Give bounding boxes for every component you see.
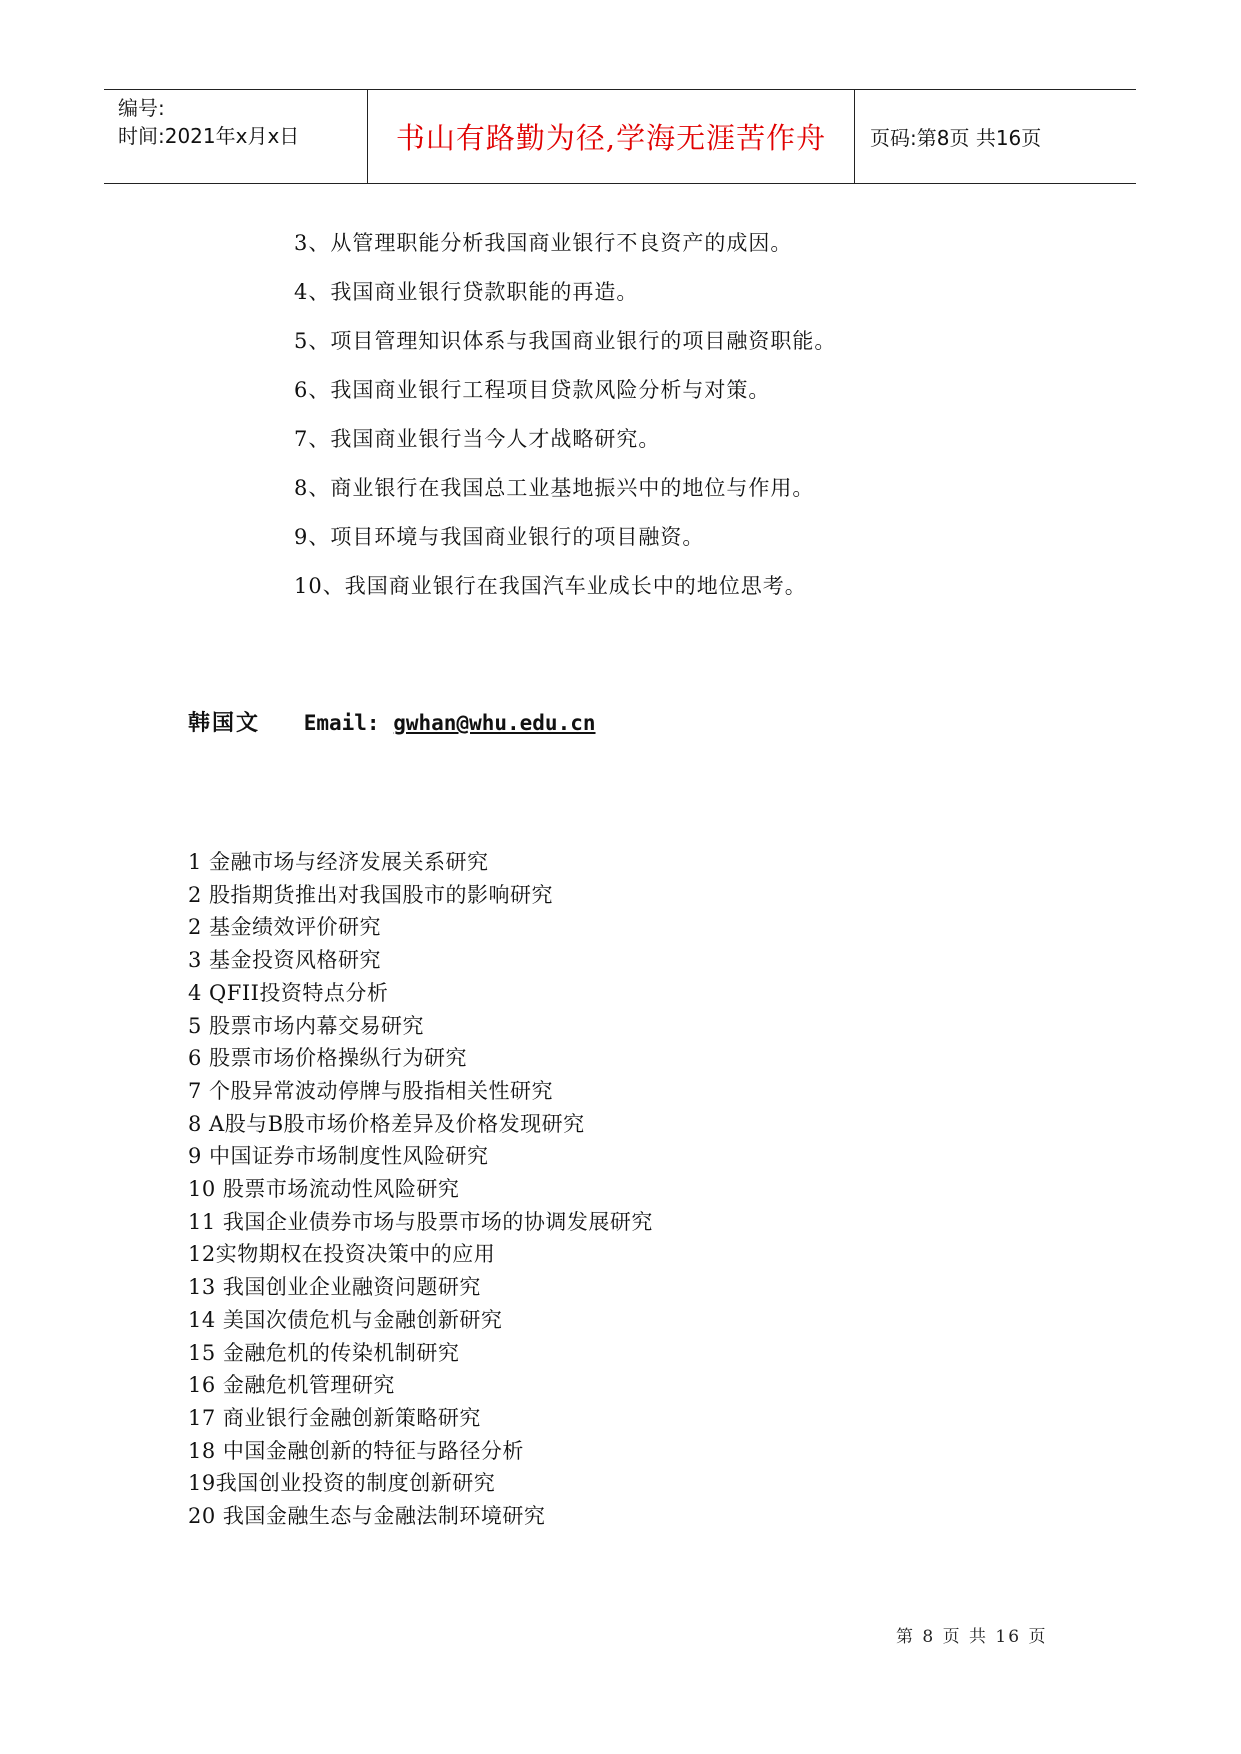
header-page-label: 页码:第8页 共16页 — [870, 126, 1042, 150]
page-footer: 第 8 页 共 16 页 — [896, 1627, 1048, 1647]
email-label: Email: — [303, 711, 380, 735]
topic-item: 9、项目环境与我国商业银行的项目融资。 — [294, 525, 705, 549]
research-topic-item: 2 基金绩效评价研究 — [188, 915, 382, 940]
research-topic-item: 18 中国金融创新的特征与路径分析 — [188, 1438, 524, 1463]
header-page-cell — [856, 90, 1136, 183]
research-topic-item: 4 QFII投资特点分析 — [188, 980, 389, 1005]
research-topic-item: 7 个股异常波动停牌与股指相关性研究 — [188, 1078, 554, 1103]
header-meta-cell — [104, 90, 368, 183]
header-time-label: 时间:2021年x月x日 — [118, 124, 300, 148]
page-header-table — [104, 89, 1136, 184]
topic-item: 6、我国商业银行工程项目贷款风险分析与对策。 — [294, 378, 771, 402]
header-motto: 书山有路勤为径,学海无涯苦作舟 — [395, 121, 827, 155]
research-topic-item: 9 中国证券市场制度性风险研究 — [188, 1144, 489, 1169]
topic-item: 3、从管理职能分析我国商业银行不良资产的成因。 — [294, 231, 793, 255]
research-topic-list — [188, 846, 653, 1533]
research-topic-item: 12实物期权在投资决策中的应用 — [188, 1242, 496, 1267]
research-topic-item: 8 A股与B股市场价格差异及价格发现研究 — [188, 1111, 585, 1136]
research-topic-item: 6 股票市场价格操纵行为研究 — [188, 1046, 468, 1071]
research-topic-item: 20 我国金融生态与金融法制环境研究 — [188, 1504, 546, 1529]
topic-item: 4、我国商业银行贷款职能的再造。 — [294, 280, 639, 304]
author-line — [188, 706, 596, 737]
research-topic-item: 13 我国创业企业融资问题研究 — [188, 1275, 481, 1300]
research-topic-item: 15 金融危机的传染机制研究 — [188, 1340, 460, 1365]
topic-item: 5、项目管理知识体系与我国商业银行的项目融资职能。 — [294, 329, 837, 353]
research-topic-item: 17 商业银行金融创新策略研究 — [188, 1405, 481, 1430]
topic-item: 8、商业银行在我国总工业基地振兴中的地位与作用。 — [294, 476, 815, 500]
research-topic-item: 14 美国次债危机与金融创新研究 — [188, 1307, 503, 1332]
header-motto-cell — [368, 90, 855, 183]
bank-topic-list — [294, 219, 836, 611]
research-topic-item: 10 股票市场流动性风险研究 — [188, 1177, 460, 1202]
email-link[interactable]: gwhan@whu.edu.cn — [393, 711, 596, 735]
topic-item: 7、我国商业银行当今人才战略研究。 — [294, 427, 661, 451]
header-number-label: 编号: — [118, 96, 165, 120]
research-topic-item: 3 基金投资风格研究 — [188, 948, 382, 973]
research-topic-item: 2 股指期货推出对我国股市的影响研究 — [188, 882, 554, 907]
author-name: 韩国文 — [188, 710, 261, 736]
research-topic-item: 5 股票市场内幕交易研究 — [188, 1013, 425, 1038]
research-topic-item: 11 我国企业债券市场与股票市场的协调发展研究 — [188, 1209, 653, 1234]
research-topic-item: 19我国创业投资的制度创新研究 — [188, 1471, 496, 1496]
topic-item: 10、我国商业银行在我国汽车业成长中的地位思考。 — [294, 574, 807, 598]
research-topic-item: 1 金融市场与经济发展关系研究 — [188, 850, 489, 874]
research-topic-item: 16 金融危机管理研究 — [188, 1373, 395, 1398]
